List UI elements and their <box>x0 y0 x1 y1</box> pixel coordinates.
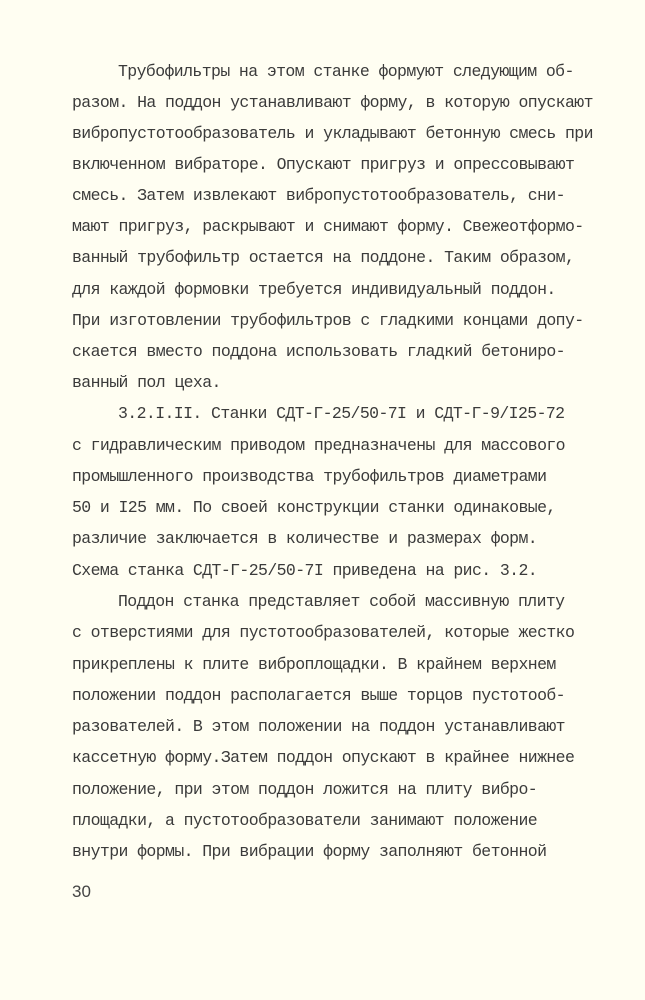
text-line: смесь. Затем извлекают вибропустотообразователь, сни- <box>72 186 565 205</box>
text-line: с гидравлическим приводом предназначены для массового <box>72 436 565 455</box>
text-line: площадки, а пустотообразователи занимают положение <box>72 811 538 830</box>
page-number: 30 <box>72 882 91 901</box>
text-line: кассетную форму.Затем поддон опускают в крайнее нижнее <box>72 748 575 767</box>
text-line: разователей. В этом положении на поддон устанавливают <box>72 717 565 736</box>
text-line: мают пригруз, раскрывают и снимают форму. Свежеотформо- <box>72 217 584 236</box>
text-line: положении поддон располагается выше торцов пустотооб- <box>72 686 565 705</box>
text-line: промышленного производства трубофильтров диаметрами <box>72 467 547 486</box>
text-line: включенном вибраторе. Опускают пригруз и опрессовывают <box>72 155 575 174</box>
text-line: различие заключается в количестве и размерах форм. <box>72 529 538 548</box>
text-line: скается вместо поддона использовать гладкий бетониро- <box>72 342 565 361</box>
text-line: Трубофильтры на этом станке формуют следующим об- <box>118 62 574 81</box>
text-line: 50 и I25 мм. По своей конструкции станки одинаковые, <box>72 498 556 517</box>
text-line: внутри формы. При вибрации форму заполняют бетонной <box>72 842 547 861</box>
text-line: с отверстиями для пустотообразователей, которые жестко <box>72 623 575 642</box>
text-line: ванный трубофильтр остается на поддоне. Таким образом, <box>72 248 575 267</box>
text-line: При изготовлении трубофильтров с гладкими концами допу- <box>72 311 584 330</box>
text-line: Поддон станка представляет собой массивную плиту <box>118 592 565 611</box>
text-line: положение, при этом поддон ложится на плиту вибро- <box>72 780 538 799</box>
text-line: вибропустотообразователь и укладывают бетонную смесь при <box>72 124 593 143</box>
text-line: Схема станка СДТ-Г-25/50-7I приведена на рис. 3.2. <box>72 561 538 580</box>
text-line: прикреплены к плите виброплощадки. В крайнем верхнем <box>72 655 556 674</box>
section-heading-line: 3.2.I.II. Станки СДТ-Г-25/50-7I и СДТ-Г-9/I25-72 <box>118 404 565 423</box>
text-line: разом. На поддон устанавливают форму, в которую опускают <box>72 93 593 112</box>
text-line: для каждой формовки требуется индивидуальный поддон. <box>72 280 556 299</box>
text-line: ванный пол цеха. <box>72 373 221 392</box>
